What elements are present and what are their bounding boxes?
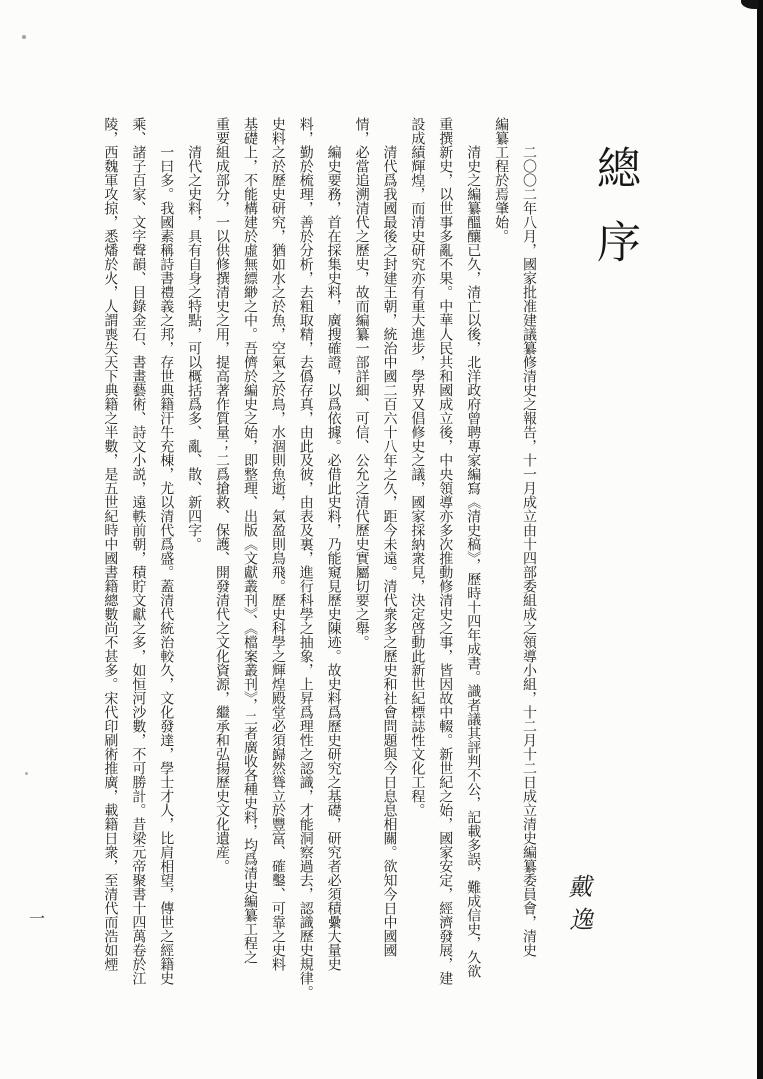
- text-column: 情，必當追溯清代之歷史，故而編纂一部詳細、可信、公允之清代歷史實屬切要之舉。: [353, 117, 369, 649]
- text-column: 編史要務，首在採集史料，廣搜確證，以爲依據。必借此史料，乃能窺見歷史陳迹。故史料爲歷史研究之基礎，研究者必須積纍大量史: [325, 145, 341, 971]
- text-column: 清史之編纂醞釀已久，清亡以後，北洋政府曾聘專家編寫《清史稿》，歷時十四年成書。識者議其評判不公，記載多誤，難成信史，久欲: [465, 145, 481, 978]
- text-column: 基礎上，不能構建於虛無縹緲之中。吾儕於編史之始，即整理、出版《文獻叢刊》、《檔案叢刊》，二者廣收各種史料，均爲清史編纂工程之: [241, 117, 257, 964]
- text-column: 陵，西魏軍攻掠，悉燔於火，人謂喪失天下典籍之半數，是五世紀時中國書籍總數尚不甚多。宋代印刷術推廣，載籍日衆，至清代而浩如煙: [102, 117, 118, 971]
- page-number: 一: [29, 911, 46, 928]
- scan-speck: [25, 772, 28, 775]
- scan-speck: [305, 585, 308, 588]
- text-column: 重撰新史，以世事多亂不果。中華人民共和國成立後，中央領導亦多次推動修清史之事，皆因故中輟。新世紀之始，國家安定，經濟發展，建: [437, 117, 453, 985]
- text-column: 料，勤於梳理，善於分析，去粗取精，去僞存真，由此及彼，由表及裏，進行科學之抽象，上昇爲理性之認識，才能洞察過去，認識歷史規律。: [297, 117, 313, 999]
- scan-speck: [22, 35, 26, 39]
- text-column: 清代爲我國最後之封建王朝，統治中國二百六十八年之久，距今未遠。清代衆多之歷史和社會問題與今日息息相關。欲知今日中國國: [381, 145, 397, 957]
- text-column: 一曰多。我國素稱詩書禮義之邦，存世典籍汗牛充棟，尤以清代爲盛。蓋清代統治較久，文化發達，學士才人，比肩相望，傳世之經籍史: [158, 145, 174, 985]
- text-column: 設成績輝煌，而清史研究亦有重大進步，學界又倡修史之議，國家採納衆見，決定啓動此新世紀標誌性文化工程。: [409, 117, 425, 817]
- scan-edge-bar: [757, 0, 763, 1079]
- text-column: 乘、諸子百家、文字聲韻、目錄金石、書畫藝術、詩文小説，遠軼前朝，積貯文獻之多，如恒河沙數，不可勝計。昔梁元帝聚書十四萬卷於江: [130, 117, 146, 985]
- text-column: 史料之於歷史研究，猶如水之於魚，空氣之於鳥，水涸則魚逝，氣盈則鳥飛。歷史科學之輝煌殿堂必須巋然聳立於豐富、確鑿、可靠之史料: [269, 117, 285, 971]
- preface-text-block: [95, 117, 542, 1047]
- author-signature: 戴逸: [562, 873, 592, 941]
- text-column: 重要組成部分，一以供修撰清史之用，提高著作質量；二爲搶救、保護、開發清代之文化資源，繼承和弘揚歷史文化遺産。: [214, 117, 230, 873]
- page-title: 總序: [590, 145, 639, 293]
- text-column: 編纂工程於焉肇始。: [493, 117, 509, 243]
- text-column: 清代之史料，具有自身之特點，可以概括爲多、亂、散、新四字。: [186, 145, 202, 551]
- text-column: 二〇〇二年八月，國家批准建議纂修清史之報告，十一月成立由十四部委組成之領導小組，十二月十二日成立清史編纂委員會，清史: [521, 145, 536, 957]
- scan-corner-smudge: [741, 0, 758, 9]
